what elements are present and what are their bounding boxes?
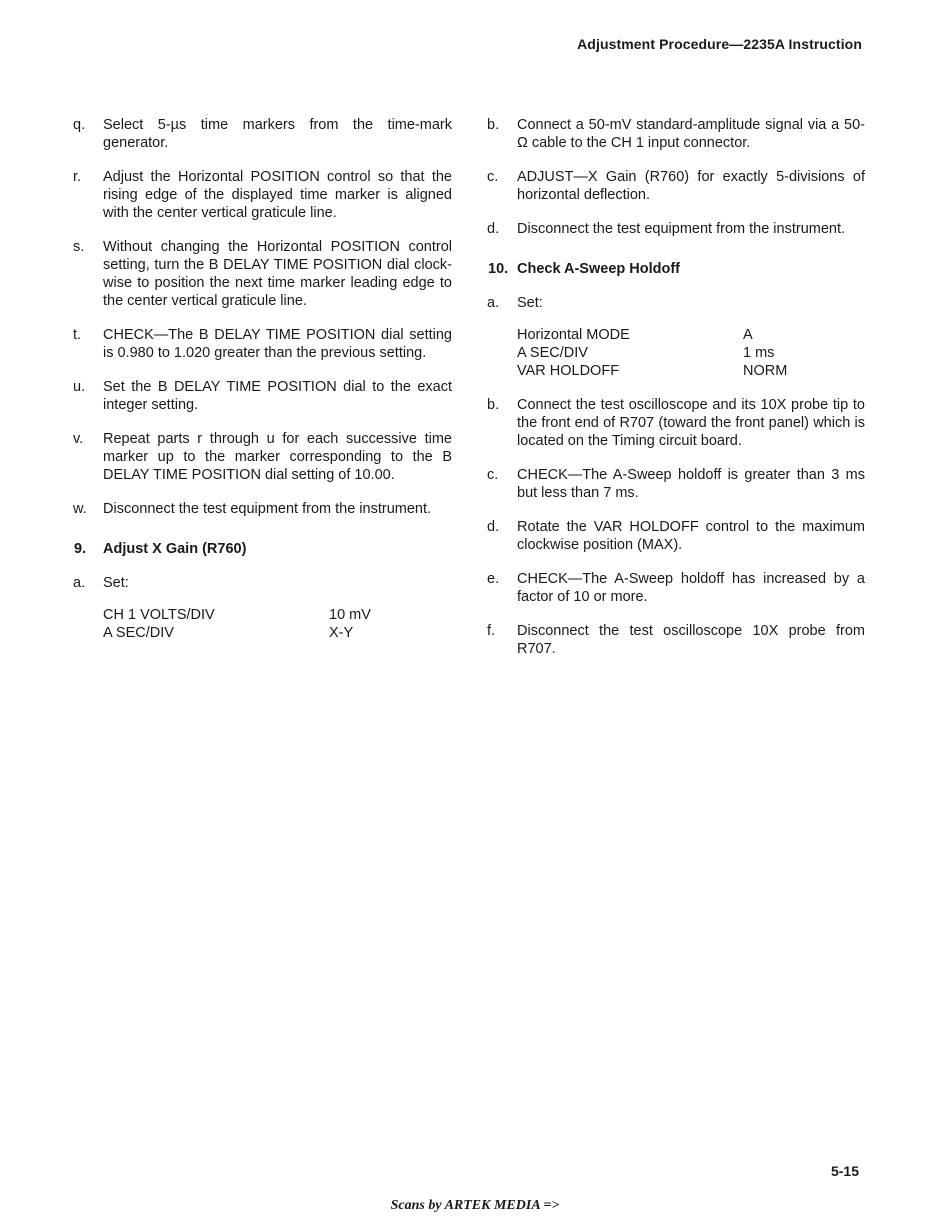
step-text: Connect a 50-mV standard-amplitude signal via a 50-Ω cable to the CH 1 input connector. [517,117,865,151]
step-letter: b. [487,397,500,413]
settings-row [517,362,865,380]
step-s [72,238,452,310]
step-text: Connect the test oscilloscope and its 10X probe tip to the front end of R707 (toward the front panel) which is located on the Timing circuit board. [517,397,865,449]
step-r [72,168,452,222]
section-heading-9 [72,540,452,558]
section-number: 9. [74,541,87,557]
step-letter: u. [73,379,86,395]
step-letter: r. [73,169,82,185]
settings-table [72,606,452,642]
step-text: Rotate the VAR HOLDOFF control to the maximum clockwise position (MAX). [517,519,865,553]
step-text: Repeat parts r through u for each successive time marker up to the marker corresponding to the B DELAY TIME POSITION dial setting of 10.00. [103,431,452,483]
step-letter: w. [73,501,87,517]
settings-row [517,326,865,344]
step-d [486,220,865,238]
left-column [72,116,452,658]
setting-value: 1 ms [743,345,775,361]
page-header: Adjustment Procedure—2235A Instruction [577,36,862,52]
step-w [72,500,452,518]
section-title: Check A-Sweep Holdoff [517,261,681,277]
settings-row [103,606,452,624]
section-number: 10. [488,261,509,277]
scan-credit: Scans by ARTEK MEDIA => [390,1198,560,1213]
step-c [486,168,865,204]
step-d2 [486,518,865,554]
step-letter: v. [73,431,84,447]
setting-name: VAR HOLDOFF [517,363,620,379]
setting-name: Horizontal MODE [517,327,630,343]
setting-name: A SEC/DIV [517,345,588,361]
step-letter: f. [487,623,496,639]
step-letter: b. [487,117,500,133]
step-letter: a. [73,575,86,591]
step-q [72,116,452,152]
step-f2 [486,622,865,658]
settings-table [486,326,865,380]
setting-value: A [743,327,753,343]
step-letter: c. [487,467,499,483]
step-text: ADJUST—X Gain (R760) for exactly 5-divisions of horizontal deflection. [517,169,865,203]
step-text: Without changing the Horizontal POSITION control setting, turn the B DELAY TIME POSITION dial clock-wise to position the next time marker leading edge to the center vertical graticule line. [103,239,452,309]
step-text: Disconnect the test oscilloscope 10X probe from R707. [517,623,865,657]
step-text: Adjust the Horizontal POSITION control so that the rising edge of the displayed time marker is aligned with the center vertical graticule line. [103,169,452,221]
section-heading-10 [486,260,865,278]
step-b [486,116,865,152]
step-e2 [486,570,865,606]
step-text: Select 5-µs time markers from the time-mark generator. [103,117,452,151]
step-c2 [486,466,865,502]
step-text: Disconnect the test equipment from the instrument. [103,501,432,517]
setting-value: X-Y [329,625,354,641]
step-a-set [486,294,865,312]
step-u [72,378,452,414]
setting-value: NORM [743,363,788,379]
step-letter: t. [73,327,82,343]
step-text: CHECK—The B DELAY TIME POSITION dial setting is 0.980 to 1.020 greater than the previous setting. [103,327,452,361]
step-letter: a. [487,295,500,311]
step-b2 [486,396,865,450]
settings-row [103,624,452,642]
step-text: Set the B DELAY TIME POSITION dial to the exact integer setting. [103,379,452,413]
step-v [72,430,452,484]
step-text: CHECK—The A-Sweep holdoff has increased by a factor of 10 or more. [517,571,865,605]
step-letter: c. [487,169,499,185]
setting-value: 10 mV [329,607,371,623]
page-number: 5-15 [830,1163,859,1179]
settings-row [517,344,865,362]
step-t [72,326,452,362]
step-letter: d. [487,519,500,535]
step-text: Set: [103,575,129,591]
step-text: Disconnect the test equipment from the instrument. [517,221,846,237]
step-a-set [72,574,452,592]
step-text: CHECK—The A-Sweep holdoff is greater than 3 ms but less than 7 ms. [517,467,865,501]
step-text: Set: [517,295,543,311]
step-letter: q. [73,117,86,133]
right-column [486,116,865,674]
step-letter: d. [487,221,500,237]
step-letter: s. [73,239,85,255]
setting-name: A SEC/DIV [103,625,174,641]
setting-name: CH 1 VOLTS/DIV [103,607,215,623]
section-title: Adjust X Gain (R760) [103,541,247,557]
step-letter: e. [487,571,500,587]
